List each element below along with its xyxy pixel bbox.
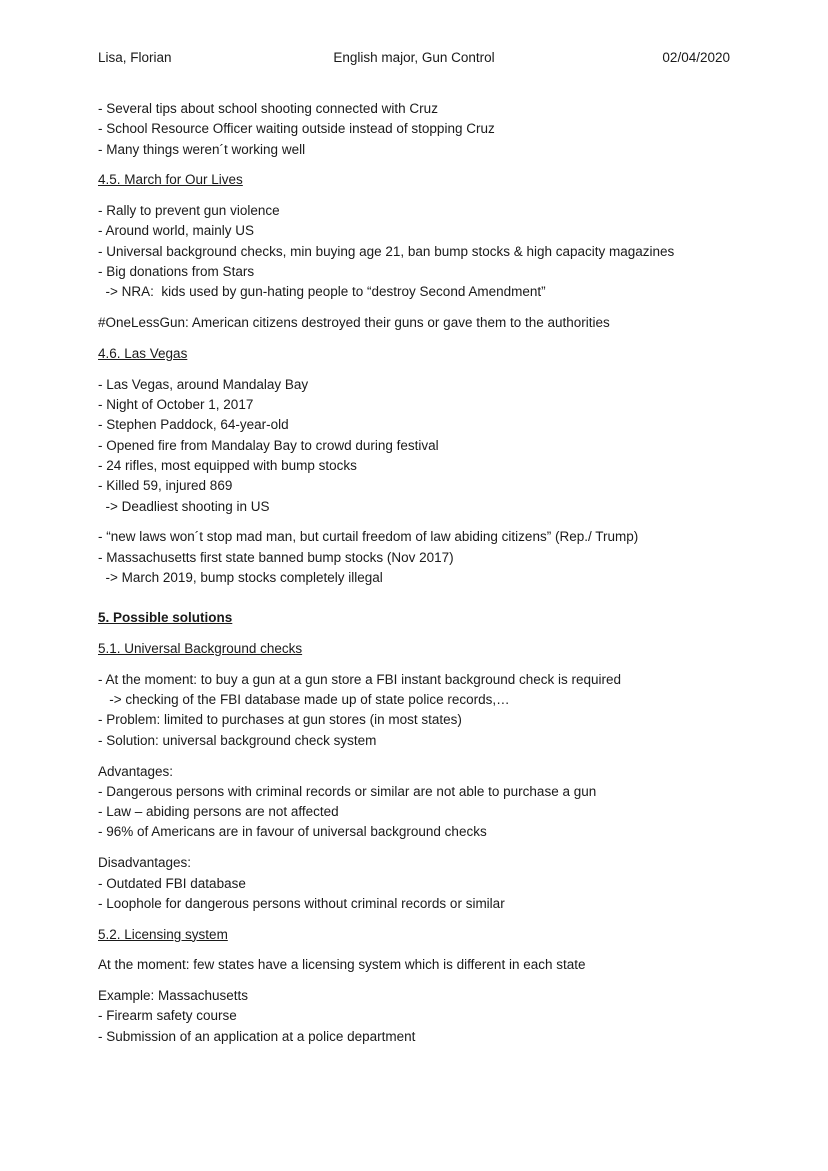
text-line: - Law – abiding persons are not affected <box>98 804 339 820</box>
text-line: - Outdated FBI database <box>98 875 246 891</box>
text-line: - Massachusetts first state banned bump stocks (Nov 2017) <box>98 549 454 565</box>
header-date: 02/04/2020 <box>662 50 730 65</box>
text-line: - Around world, mainly US <box>98 223 255 239</box>
text-line: - At the moment: to buy a gun at a gun store a FBI instant background check is required <box>98 671 622 687</box>
text-line: - Stephen Paddock, 64-year-old <box>98 417 289 433</box>
text-line: - Dangerous persons with criminal records or similar are not able to purchase a gun <box>98 783 597 799</box>
spacer <box>98 659 738 670</box>
text-line: - Several tips about school shooting connected with Cruz <box>98 101 438 116</box>
subsection-heading: 5.1. Universal Background checks <box>98 641 303 657</box>
spacer <box>98 976 738 987</box>
spacer <box>98 588 738 608</box>
section-heading: 5. Possible solutions <box>98 610 233 626</box>
subsection-heading: 4.6. Las Vegas <box>98 345 188 361</box>
text-line: - “new laws won´t stop mad man, but curtail freedom of law abiding citizens” (Rep./ Trump) <box>98 529 639 545</box>
spacer <box>98 945 738 956</box>
spacer <box>98 364 738 375</box>
text-line: - Many things weren´t working well <box>98 141 306 157</box>
text-line: Example: Massachusetts <box>98 988 249 1004</box>
subsection-heading: 5.2. Licensing system <box>98 926 228 942</box>
spacer <box>98 914 738 925</box>
text-line: -> checking of the FBI database made up of state police records,… <box>98 692 510 708</box>
spacer <box>98 191 738 202</box>
spacer <box>98 517 738 528</box>
text-line: #OneLessGun: American citizens destroyed their guns or gave them to the authorities <box>98 315 610 331</box>
page-header <box>98 50 730 68</box>
text-line: - Firearm safety course <box>98 1008 237 1024</box>
header-authors: Lisa, Florian <box>98 50 172 65</box>
spacer <box>98 629 738 640</box>
text-line: - School Resource Officer waiting outside instead of stopping Cruz <box>98 121 495 137</box>
text-line: At the moment: few states have a licensing system which is different in each state <box>98 957 586 973</box>
text-line: Disadvantages: <box>98 855 192 871</box>
text-line: - Las Vegas, around Mandalay Bay <box>98 376 309 392</box>
text-line: - Opened fire from Mandalay Bay to crowd during festival <box>98 437 439 453</box>
text-line: - Night of October 1, 2017 <box>98 397 254 413</box>
text-line: - Loophole for dangerous persons without criminal records or similar <box>98 895 505 911</box>
text-line: - Solution: universal background check system <box>98 732 377 748</box>
subsection-heading: 4.5. March for Our Lives <box>98 172 243 188</box>
text-line: -> NRA: kids used by gun-hating people to “destroy Second Amendment” <box>98 284 546 300</box>
text-line: - Rally to prevent gun violence <box>98 203 280 219</box>
text-line: - Killed 59, injured 869 <box>98 478 233 494</box>
header-title: English major, Gun Control <box>333 50 495 65</box>
spacer <box>98 843 738 854</box>
spacer <box>98 751 738 762</box>
text-line: - 24 rifles, most equipped with bump stocks <box>98 457 357 473</box>
text-line: -> Deadliest shooting in US <box>98 498 270 514</box>
text-line: - Problem: limited to purchases at gun stores (in most states) <box>98 712 462 728</box>
text-line: - Universal background checks, min buying age 21, ban bump stocks & high capacity magazines <box>98 243 675 259</box>
text-line: Advantages: <box>98 763 174 779</box>
text-line: - Submission of an application at a police department <box>98 1028 416 1044</box>
text-line: - Big donations from Stars <box>98 264 255 280</box>
spacer <box>98 160 738 171</box>
text-line: -> March 2019, bump stocks completely illegal <box>98 569 383 585</box>
text-line: - 96% of Americans are in favour of universal background checks <box>98 824 487 840</box>
spacer <box>98 333 738 344</box>
document-body <box>98 99 738 1047</box>
spacer <box>98 303 738 314</box>
